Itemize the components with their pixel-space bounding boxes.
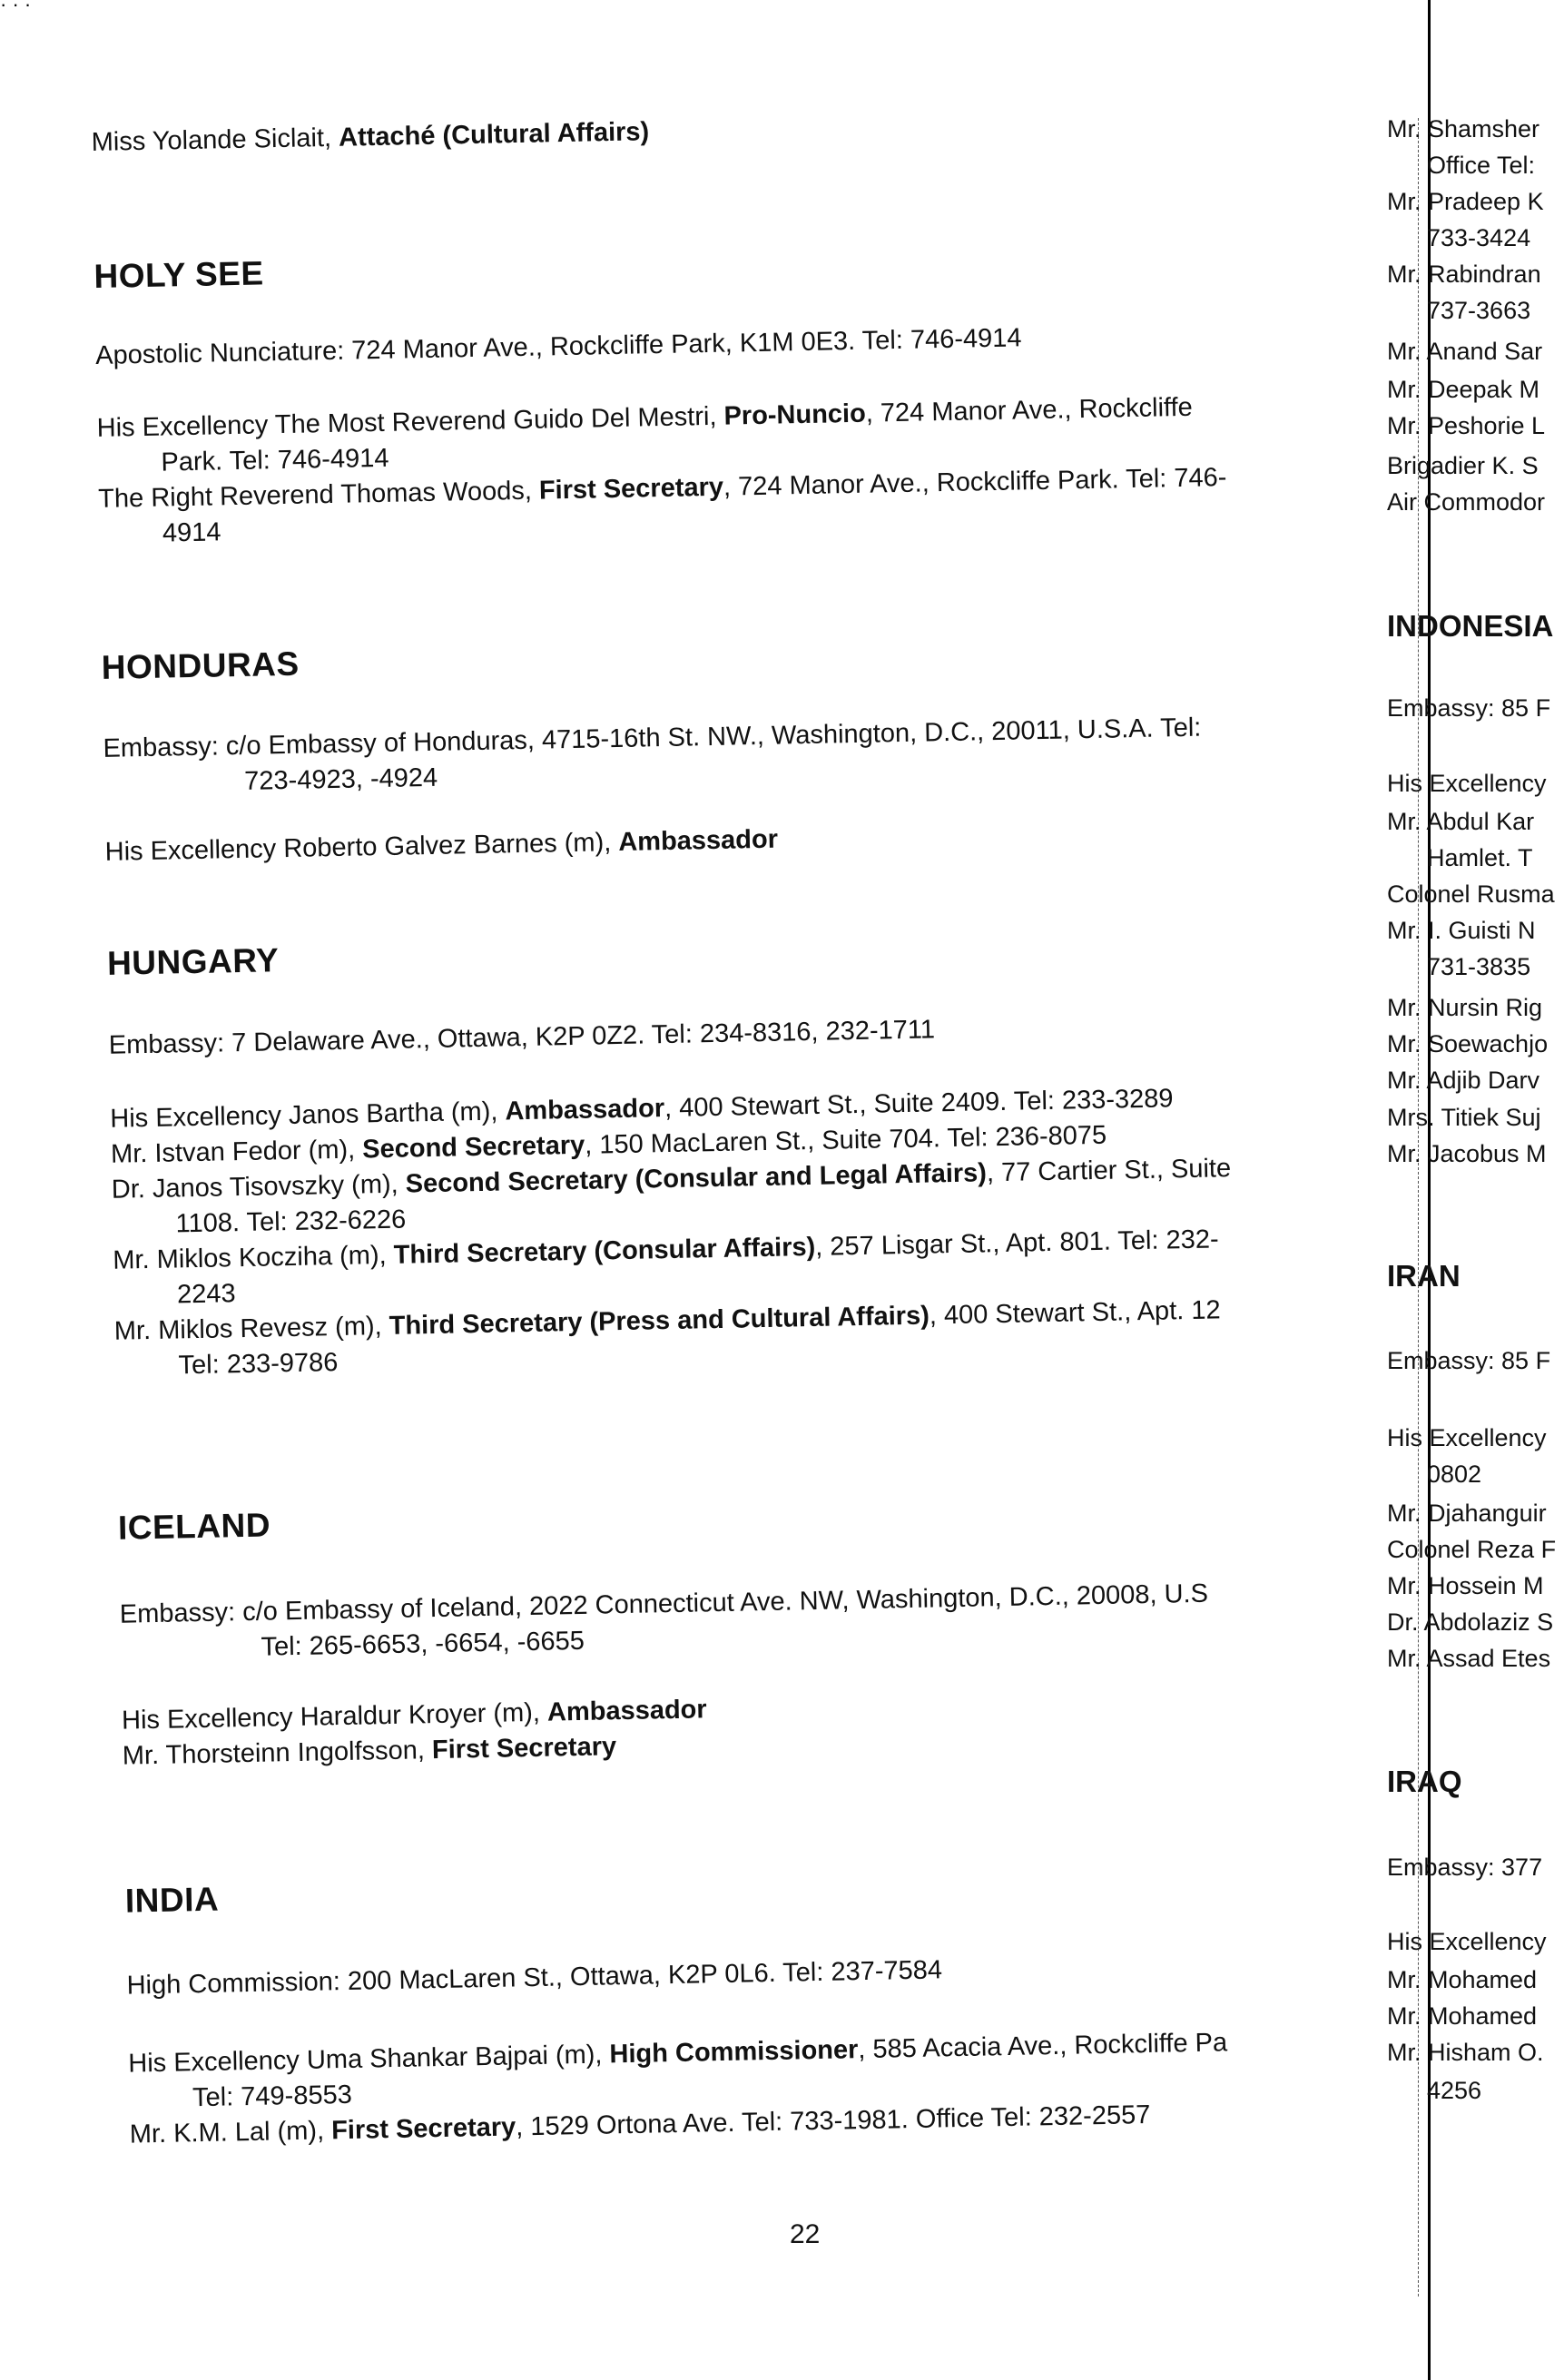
- hungary-entry-2: Mr. Istvan Fedor (m), Second Secretary, 150 MacLaren St., Suite 704. Tel: 236-8075: [110, 1120, 1107, 1169]
- section-heading-hungary: HUNGARY: [106, 941, 280, 982]
- entry-name: Miss Yolande Siclait,: [91, 123, 339, 157]
- india-entries: His Excellency Uma Shankar Bajpai (m), High Commissioner, 585 Acacia Ave., Rockcliffe Pa Tel: 749-8553 Mr. K.M. Lal (m), First Secretary, 1529 Ortona Ave. Tel: 733-1981. Office Tel: 232-2557: [128, 2021, 1419, 2152]
- page-number: 22: [790, 2219, 821, 2249]
- hungary-entry-1: His Excellency Janos Bartha (m), Ambassador, 400 Stewart St., Suite 2409. Tel: 233-3289: [110, 1084, 1174, 1134]
- hungary-entry-4: Mr. Miklos Kocziha (m), Third Secretary (Consular Affairs), 257 Lisgar St., Apt. 801. Tel: 232-: [113, 1224, 1219, 1275]
- section-heading-honduras: HONDURAS: [101, 644, 300, 686]
- entry-title: Attaché (Cultural Affairs): [338, 117, 650, 152]
- section-heading-holy-see: HOLY SEE: [93, 254, 264, 295]
- right-heading-iran: IRAN: [1387, 1259, 1461, 1293]
- honduras-entry-1: His Excellency Roberto Galvez Barnes (m), Ambassador: [104, 824, 779, 867]
- india-mission: High Commission: 200 MacLaren St., Ottawa, K2P 0L6. Tel: 237-7584: [126, 1955, 943, 2001]
- right-heading-indonesia: INDONESIA: [1387, 609, 1554, 643]
- hungary-entry-3: Dr. Janos Tisovszky (m), Second Secretary (Consular and Legal Affairs), 77 Cartier St., Suite: [111, 1154, 1232, 1205]
- honduras-mission: Embassy: c/o Embassy of Honduras, 4715-16th St. NW., Washington, D.C., 20011, U.S.A. Tel: 723-4923, -4924: [103, 713, 1202, 796]
- top-entry: [91, 101, 1380, 161]
- iceland-entry-2: Mr. Thorsteinn Ingolfsson, First Secretary: [122, 1732, 617, 1771]
- iceland-entries: [122, 1678, 1412, 1774]
- hungary-entries: His Excellency Janos Bartha (m), Ambassador, 400 Stewart St., Suite 2409. Tel: 233-3289 Mr. Istvan Fedor (m), Second Secretary, 150 MacLaren St., Suite 704. Tel: 236-8075 Dr. Janos Tisovszky (m), Second Secretary (Consular and Legal Affairs), 77 Cartier St., Suite 1108. Tel: 232-6226 Mr. Miklos Kocziha (m), Third Secretary (Consular Affairs), 257 Lisgar St., Apt. 801. Tel: 232- 2243 Mr. Miklos Revesz (m), Third Secretary (Press and Cultural Affairs), 400 Stewart St., Apt. 12 Tel: 233-9786: [110, 1077, 1404, 1385]
- corner-mark: · · ·: [0, 0, 32, 15]
- right-column: Mr. Shamsher Office Tel: Mr. Pradeep K 733-3424 Mr. Rabindran 737-3663 Mr. Anand Sar Mr. Deepak M Mr. Peshorie L Brigadier K. S Air Commodor INDONESIA Embassy: 85 F His Excellency Mr. Abdul Kar Hamlet. T Colonel Rusma Mr. I. Guisti N 731-3835 Mr. Nursin Rig Mr. Soewachjo Mr. Adjib Darv Mrs. Titiek Suj Mr. Jacobus M IRAN Embassy: 85 F His Excellency 0802 Mr. Djahanguir Colonel Reza F Mr. Hossein M Dr. Abdolaziz S Mr. Assad Etes IRAQ Embassy: 377 His Excellency Mr. Mohamed Mr. Mohamed Mr. Hisham O. 4256: [1387, 115, 1557, 2104]
- iceland-mission: Embassy: c/o Embassy of Iceland, 2022 Connecticut Ave. NW, Washington, D.C., 20008, U.S Tel: 265-6653, -6654, -6655: [119, 1578, 1209, 1662]
- holy-see-entry-1: His Excellency The Most Reverend Guido Del Mestri, Pro-Nuncio, 724 Manor Ave., Rockcliffe Park. Tel: 746-4914: [96, 392, 1194, 477]
- india-entry-1: His Excellency Uma Shankar Bajpai (m), High Commissioner, 585 Acacia Ave., Rockcliffe Pa: [128, 2028, 1228, 2079]
- holy-see-entry-2: The Right Reverend Thomas Woods, First Secretary, 724 Manor Ave., Rockcliffe Park. Tel: 746- 4914: [97, 463, 1227, 548]
- left-column: [91, 84, 1380, 2149]
- section-heading-india: INDIA: [124, 1880, 220, 1920]
- hungary-entry-5: Mr. Miklos Revesz (m), Third Secretary (Press and Cultural Affairs), 400 Stewart St., Apt. 12: [113, 1295, 1221, 1346]
- section-heading-iceland: ICELAND: [117, 1506, 271, 1547]
- iceland-entry-1: His Excellency Haraldur Kroyer (m), Ambassador: [121, 1695, 707, 1736]
- holy-see-mission: Apostolic Nunciature: 724 Manor Ave., Rockcliffe Park, K1M 0E3. Tel: 746-4914: [94, 323, 1022, 370]
- hungary-mission: Embassy: 7 Delaware Ave., Ottawa, K2P 0Z2. Tel: 234-8316, 232-1711: [108, 1015, 936, 1060]
- india-entry-2: Mr. K.M. Lal (m), First Secretary, 1529 Ortona Ave. Tel: 733-1981. Office Tel: 232-2557: [129, 2100, 1151, 2149]
- right-heading-iraq: IRAQ: [1387, 1765, 1462, 1798]
